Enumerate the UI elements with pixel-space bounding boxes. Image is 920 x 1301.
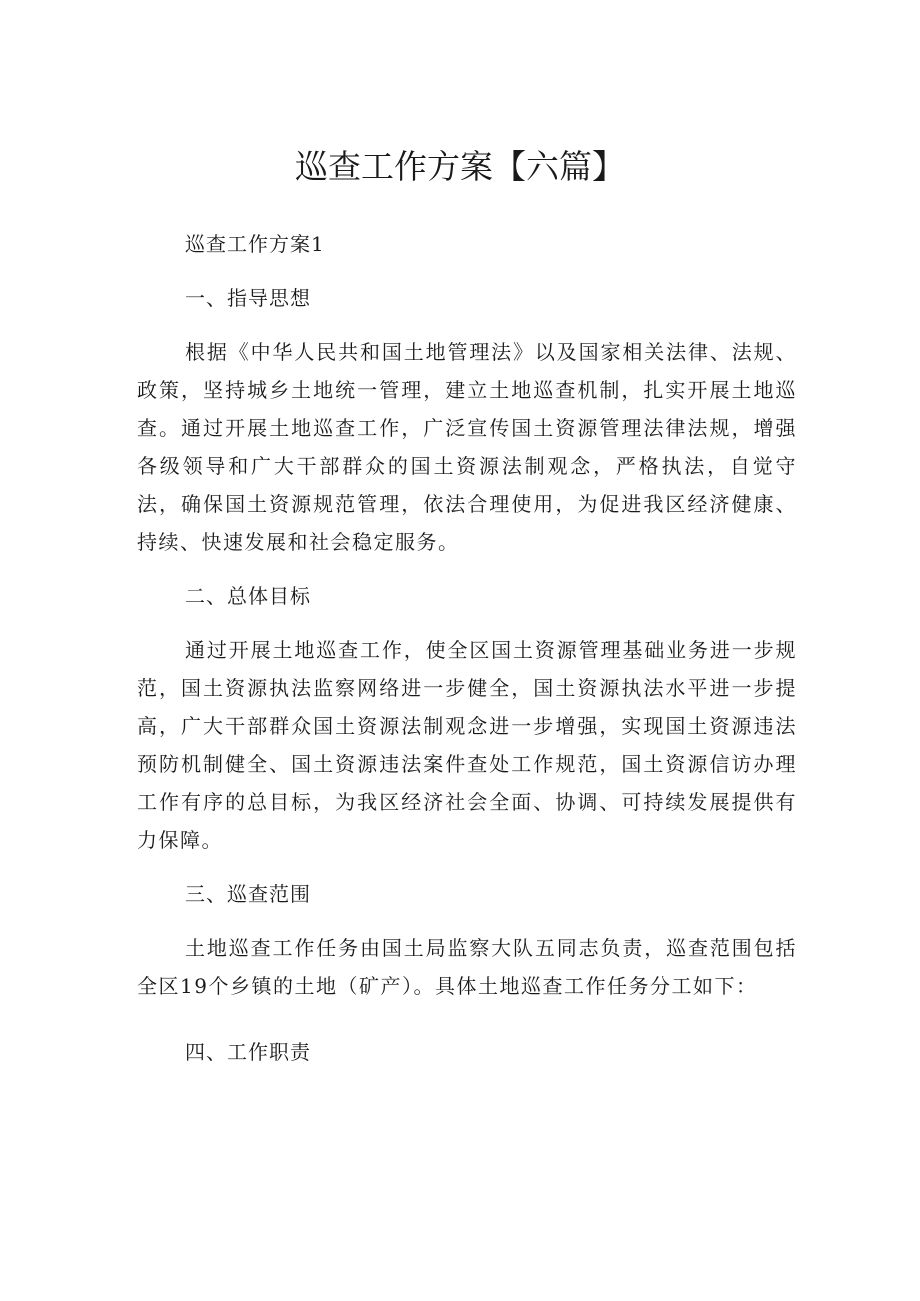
document-title: 巡查工作方案【六篇】 bbox=[295, 147, 625, 186]
section-paragraph-3: 土地巡查工作任务由国土局监察大队五同志负责，巡查范围包括全区19个乡镇的土地（矿产）。具体土地巡查工作任务分工如下： bbox=[137, 936, 797, 998]
section-heading-4: 四、工作职责 bbox=[185, 1040, 311, 1064]
section-paragraph-2: 通过开展土地巡查工作，使全区国土资源管理基础业务进一步规范，国土资源执法监察网络进一步健全，国土资源执法水平进一步提高，广大干部群众国土资源法制观念进一步增强，实现国土资源违法预防机制健全、国土资源违法案件查处工作规范，国土资源信访办理工作有序的总目标，为我区经济社会全面、协调、可持续发展提供有力保障。 bbox=[137, 638, 797, 852]
section-heading-2: 二、总体目标 bbox=[185, 584, 311, 608]
subtitle: 巡查工作方案1 bbox=[185, 232, 325, 256]
document-body bbox=[137, 225, 797, 1087]
section-heading-1: 一、指导思想 bbox=[185, 286, 311, 310]
section-paragraph-1: 根据《中华人民共和国土地管理法》以及国家相关法律、法规、政策，坚持城乡土地统一管理，建立土地巡查机制，扎实开展土地巡查。通过开展土地巡查工作，广泛宣传国土资源管理法律法规，增强各级领导和广大干部群众的国土资源法制观念，严格执法，自觉守法，确保国土资源规范管理，依法合理使用，为促进我区经济健康、持续、快速发展和社会稳定服务。 bbox=[137, 340, 797, 554]
section-heading-3: 三、巡查范围 bbox=[185, 882, 311, 906]
